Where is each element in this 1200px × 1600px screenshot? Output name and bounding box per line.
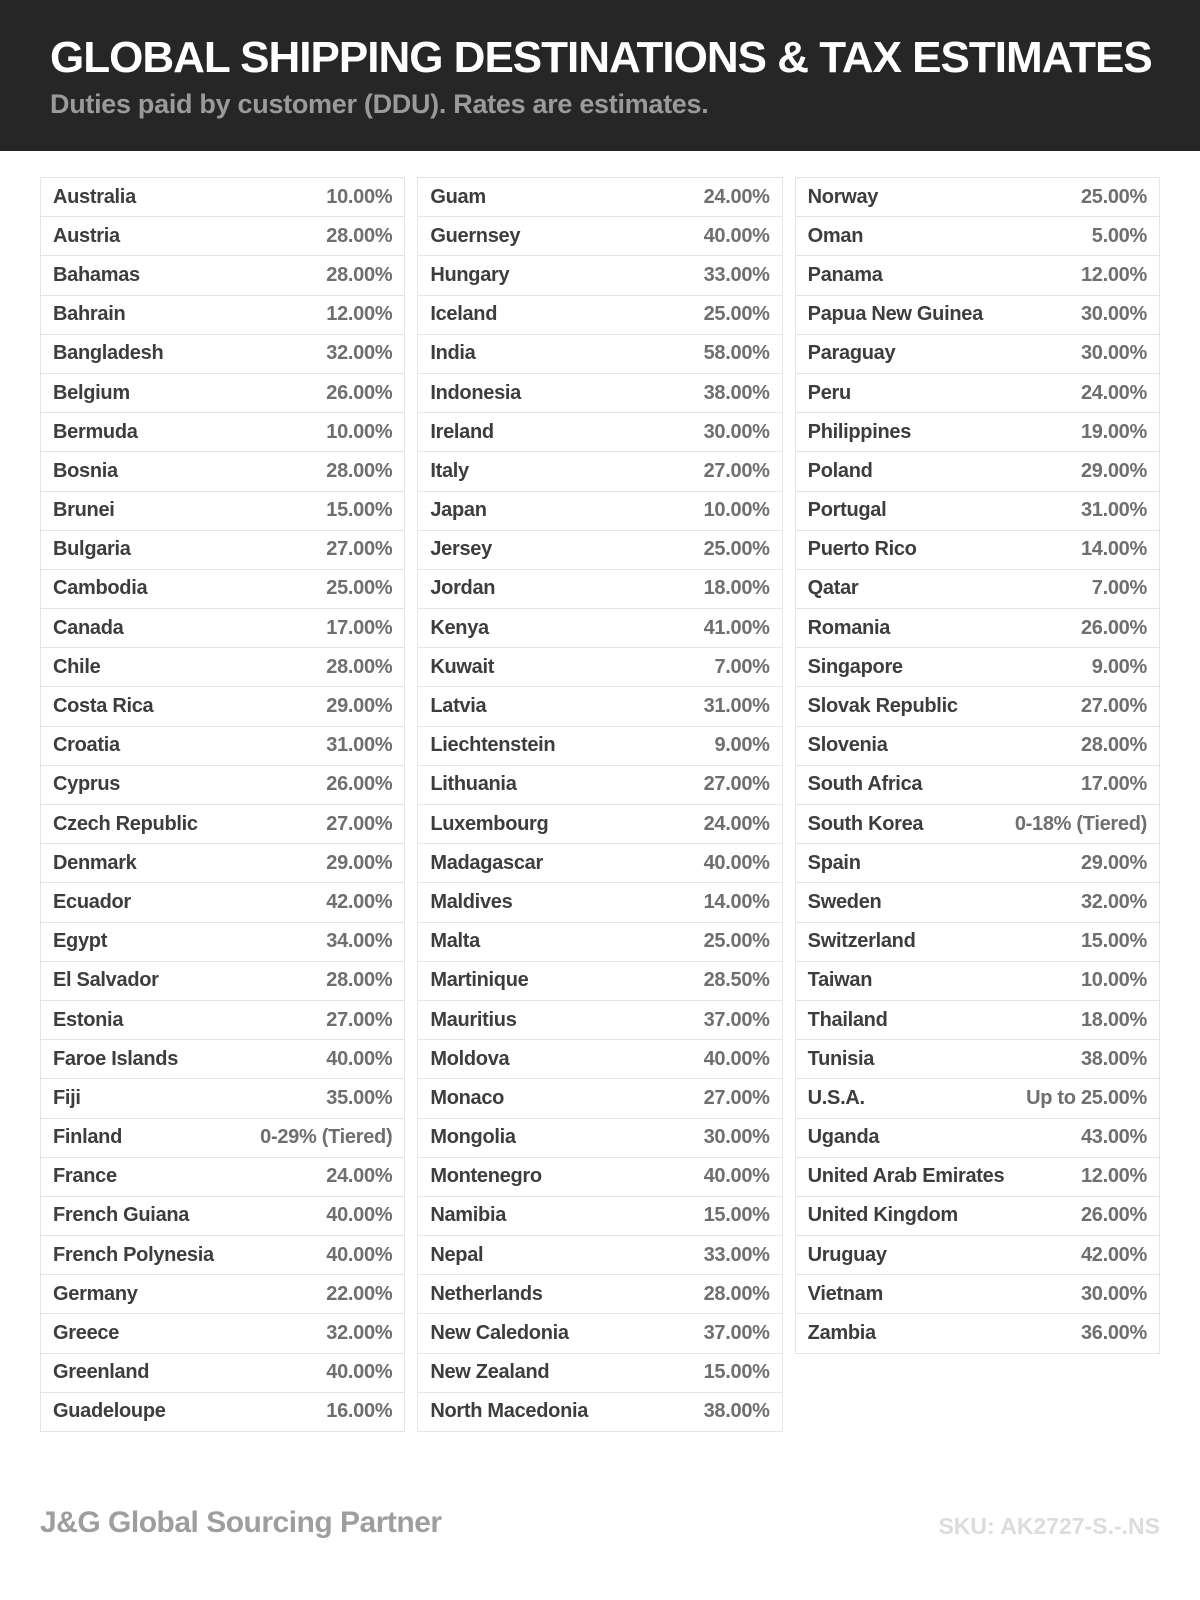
country-name: Guadeloupe <box>53 1400 166 1423</box>
country-name: El Salvador <box>53 969 159 992</box>
tax-rate: 40.00% <box>703 224 770 247</box>
country-name: Fiji <box>53 1086 81 1109</box>
table-row <box>41 923 404 962</box>
table-row <box>41 178 404 217</box>
country-name: Madagascar <box>430 851 543 874</box>
rates-table <box>40 177 1160 1432</box>
table-row <box>418 1158 781 1197</box>
tax-rate: 29.00% <box>326 695 393 718</box>
country-name: Jersey <box>430 538 492 561</box>
tax-rate: 29.00% <box>1080 459 1147 482</box>
country-name: Chile <box>53 655 101 678</box>
table-row <box>41 1158 404 1197</box>
country-name: Vietnam <box>807 1282 883 1305</box>
table-row <box>41 256 404 295</box>
country-name: Papua New Guinea <box>807 303 983 326</box>
tax-rate: 28.00% <box>326 969 393 992</box>
tax-rate: 7.00% <box>714 655 770 678</box>
country-name: Guernsey <box>430 224 521 247</box>
table-row <box>418 217 781 256</box>
table-row <box>796 648 1159 687</box>
table-row <box>41 492 404 531</box>
table-row <box>796 178 1159 217</box>
tax-rate: 15.00% <box>326 499 393 522</box>
table-row <box>418 452 781 491</box>
tax-rate: 33.00% <box>703 263 770 286</box>
country-name: Ecuador <box>53 890 131 913</box>
table-row <box>418 413 781 452</box>
tax-rate: 31.00% <box>1080 499 1147 522</box>
country-name: Greenland <box>53 1361 150 1384</box>
table-row <box>796 1197 1159 1236</box>
table-row <box>418 844 781 883</box>
table-row <box>418 883 781 922</box>
country-name: Estonia <box>53 1008 124 1031</box>
tax-rate: 9.00% <box>714 734 770 757</box>
tax-rate: 26.00% <box>326 381 393 404</box>
table-row <box>41 844 404 883</box>
tax-rate: 14.00% <box>1080 538 1147 561</box>
tax-rate: 19.00% <box>1080 420 1147 443</box>
tax-rate: 27.00% <box>326 812 393 835</box>
header-banner <box>0 0 1200 151</box>
tax-rate: 25.00% <box>703 303 770 326</box>
tax-rate: 18.00% <box>703 577 770 600</box>
country-name: Iceland <box>430 303 498 326</box>
table-row <box>418 335 781 374</box>
tax-rate: 40.00% <box>703 1165 770 1188</box>
country-name: Latvia <box>430 695 487 718</box>
tax-rate: 25.00% <box>326 577 393 600</box>
tax-rate: 28.00% <box>326 224 393 247</box>
tax-rate: 30.00% <box>1080 1282 1147 1305</box>
tax-rate: 15.00% <box>1080 930 1147 953</box>
table-row <box>41 1393 404 1432</box>
tax-rate: 10.00% <box>1080 969 1147 992</box>
country-name: United Arab Emirates <box>807 1165 1005 1188</box>
country-name: Japan <box>430 499 487 522</box>
tax-rate: 15.00% <box>703 1204 770 1227</box>
country-name: Qatar <box>807 577 859 600</box>
tax-rate: 28.00% <box>1080 734 1147 757</box>
country-name: Finland <box>53 1126 123 1149</box>
country-name: Malta <box>430 930 480 953</box>
table-row <box>418 766 781 805</box>
tax-rate: 12.00% <box>1080 1165 1147 1188</box>
country-name: Bahrain <box>53 303 126 326</box>
country-name: Philippines <box>807 420 912 443</box>
country-name: United Kingdom <box>807 1204 958 1227</box>
table-row <box>418 923 781 962</box>
table-row <box>418 1275 781 1314</box>
tax-rate: 32.00% <box>1080 890 1147 913</box>
country-name: South Africa <box>807 773 923 796</box>
table-row <box>41 296 404 335</box>
country-name: U.S.A. <box>807 1086 865 1109</box>
table-row <box>418 531 781 570</box>
tax-rate: 27.00% <box>1080 695 1147 718</box>
tax-rate: 0-18% (Tiered) <box>1014 812 1147 835</box>
tax-rate: 25.00% <box>703 930 770 953</box>
table-row <box>418 1236 781 1275</box>
tax-rate: 25.00% <box>1080 185 1147 208</box>
table-row <box>418 492 781 531</box>
table-row <box>796 413 1159 452</box>
country-name: Bahamas <box>53 263 140 286</box>
tax-rate: 27.00% <box>703 773 770 796</box>
tax-rate: 31.00% <box>326 734 393 757</box>
table-row <box>41 883 404 922</box>
tax-rate: 28.50% <box>703 969 770 992</box>
tax-rate: 24.00% <box>1080 381 1147 404</box>
tax-rate: 10.00% <box>326 420 393 443</box>
table-row <box>41 452 404 491</box>
country-name: Peru <box>807 381 851 404</box>
country-name: New Caledonia <box>430 1322 569 1345</box>
tax-rate: 12.00% <box>1080 263 1147 286</box>
country-name: Costa Rica <box>53 695 154 718</box>
table-row <box>41 1001 404 1040</box>
table-row <box>418 1040 781 1079</box>
table-row <box>796 1001 1159 1040</box>
tax-rate: 30.00% <box>1080 303 1147 326</box>
country-name: Namibia <box>430 1204 507 1227</box>
table-row <box>796 1079 1159 1118</box>
country-name: Germany <box>53 1282 138 1305</box>
country-name: Cyprus <box>53 773 121 796</box>
country-name: Netherlands <box>430 1282 543 1305</box>
tax-rate: 41.00% <box>703 616 770 639</box>
country-name: Uganda <box>807 1126 880 1149</box>
country-name: Norway <box>807 185 879 208</box>
country-name: Slovenia <box>807 734 888 757</box>
table-row <box>41 335 404 374</box>
country-name: Poland <box>807 459 873 482</box>
table-row <box>796 452 1159 491</box>
tax-rate: 29.00% <box>1080 851 1147 874</box>
tax-rate: 27.00% <box>703 1086 770 1109</box>
table-row <box>41 648 404 687</box>
country-name: Monaco <box>430 1086 505 1109</box>
tax-rate: 40.00% <box>326 1361 393 1384</box>
tax-rate: 36.00% <box>1080 1322 1147 1345</box>
table-row <box>796 1119 1159 1158</box>
tax-rate: 27.00% <box>326 1008 393 1031</box>
country-name: Belgium <box>53 381 130 404</box>
country-name: Faroe Islands <box>53 1047 179 1070</box>
table-row <box>41 1275 404 1314</box>
country-name: Bangladesh <box>53 342 164 365</box>
tax-rate: 27.00% <box>703 459 770 482</box>
table-row <box>418 1393 781 1432</box>
country-name: French Polynesia <box>53 1243 214 1266</box>
country-name: Sweden <box>807 890 882 913</box>
tax-rate: 10.00% <box>703 499 770 522</box>
tax-rate: 22.00% <box>326 1282 393 1305</box>
country-name: Portugal <box>807 499 887 522</box>
table-row <box>418 687 781 726</box>
tax-rate: 14.00% <box>703 890 770 913</box>
table-row <box>41 531 404 570</box>
table-row <box>418 727 781 766</box>
country-name: Austria <box>53 224 120 247</box>
table-row <box>41 1197 404 1236</box>
tax-rate: 33.00% <box>703 1243 770 1266</box>
tax-rate: 58.00% <box>703 342 770 365</box>
table-row <box>418 178 781 217</box>
tax-rate: 26.00% <box>1080 1204 1147 1227</box>
table-row <box>796 256 1159 295</box>
tax-rate: 42.00% <box>1080 1243 1147 1266</box>
table-row <box>796 766 1159 805</box>
tax-rate: 42.00% <box>326 890 393 913</box>
table-column-2 <box>417 177 782 1432</box>
tax-rate: 16.00% <box>326 1400 393 1423</box>
country-name: Panama <box>807 263 883 286</box>
tax-rate: 15.00% <box>703 1361 770 1384</box>
table-row <box>796 1158 1159 1197</box>
country-name: Czech Republic <box>53 812 198 835</box>
table-row <box>41 217 404 256</box>
table-row <box>41 374 404 413</box>
country-name: Jordan <box>430 577 496 600</box>
tax-rate: 38.00% <box>703 1400 770 1423</box>
table-row <box>796 727 1159 766</box>
tax-rate: 24.00% <box>703 812 770 835</box>
brand-name: J&G Global Sourcing Partner <box>40 1506 442 1539</box>
tax-rate: 43.00% <box>1080 1126 1147 1149</box>
tax-rate: 17.00% <box>326 616 393 639</box>
table-row <box>41 962 404 1001</box>
tax-rate: 34.00% <box>326 930 393 953</box>
table-row <box>41 413 404 452</box>
tax-rate: 28.00% <box>326 459 393 482</box>
table-row <box>796 492 1159 531</box>
tax-rate: 5.00% <box>1091 224 1147 247</box>
tax-rate: 28.00% <box>326 263 393 286</box>
country-name: Zambia <box>807 1322 876 1345</box>
table-row <box>796 1040 1159 1079</box>
table-row <box>41 1040 404 1079</box>
country-name: Kenya <box>430 616 489 639</box>
table-row <box>418 1354 781 1393</box>
table-row <box>418 1079 781 1118</box>
table-row <box>796 335 1159 374</box>
table-row <box>796 296 1159 335</box>
country-name: Lithuania <box>430 773 517 796</box>
tax-rate: 37.00% <box>703 1322 770 1345</box>
table-row <box>41 1236 404 1275</box>
tax-rate: 37.00% <box>703 1008 770 1031</box>
tax-rate: 32.00% <box>326 342 393 365</box>
table-row <box>796 1314 1159 1353</box>
table-row <box>41 1314 404 1353</box>
country-name: Mauritius <box>430 1008 517 1031</box>
table-row <box>796 844 1159 883</box>
table-row <box>418 648 781 687</box>
tax-rate: 24.00% <box>703 185 770 208</box>
tax-rate: 40.00% <box>703 851 770 874</box>
table-row <box>41 766 404 805</box>
country-name: Thailand <box>807 1008 888 1031</box>
tax-rate: 28.00% <box>326 655 393 678</box>
table-row <box>41 570 404 609</box>
country-name: South Korea <box>807 812 924 835</box>
country-name: Italy <box>430 459 469 482</box>
table-row <box>796 1275 1159 1314</box>
country-name: Bermuda <box>53 420 138 443</box>
tax-rate: 32.00% <box>326 1322 393 1345</box>
country-name: New Zealand <box>430 1361 550 1384</box>
table-row <box>41 687 404 726</box>
country-name: Tunisia <box>807 1047 875 1070</box>
tax-rate: 38.00% <box>703 381 770 404</box>
table-row <box>796 1236 1159 1275</box>
tax-rate: 30.00% <box>703 1126 770 1149</box>
tax-rate: Up to 25.00% <box>1026 1086 1147 1109</box>
country-name: Mongolia <box>430 1126 516 1149</box>
country-name: Romania <box>807 616 891 639</box>
country-name: India <box>430 342 476 365</box>
tax-rate: 24.00% <box>326 1165 393 1188</box>
country-name: Slovak Republic <box>807 695 958 718</box>
country-name: Uruguay <box>807 1243 887 1266</box>
country-name: Puerto Rico <box>807 538 917 561</box>
tax-rate: 29.00% <box>326 851 393 874</box>
table-row <box>418 1314 781 1353</box>
tax-rate: 40.00% <box>326 1243 393 1266</box>
table-row <box>418 962 781 1001</box>
tax-rate: 35.00% <box>326 1086 393 1109</box>
tax-rate: 10.00% <box>326 185 393 208</box>
tax-rate: 26.00% <box>326 773 393 796</box>
country-name: Kuwait <box>430 655 495 678</box>
table-column-1 <box>40 177 405 1432</box>
table-row <box>796 531 1159 570</box>
tax-rate: 18.00% <box>1080 1008 1147 1031</box>
tax-rate: 38.00% <box>1080 1047 1147 1070</box>
table-row <box>418 1197 781 1236</box>
table-row <box>418 1001 781 1040</box>
table-row <box>796 570 1159 609</box>
tax-rate: 26.00% <box>1080 616 1147 639</box>
tax-rate: 25.00% <box>703 538 770 561</box>
country-name: Martinique <box>430 969 529 992</box>
country-name: Liechtenstein <box>430 734 556 757</box>
tax-rate: 28.00% <box>703 1282 770 1305</box>
table-row <box>796 687 1159 726</box>
table-row <box>796 883 1159 922</box>
table-row <box>418 805 781 844</box>
country-name: Switzerland <box>807 930 916 953</box>
page-title: GLOBAL SHIPPING DESTINATIONS & TAX ESTIMATES <box>50 33 1152 82</box>
tax-rate: 12.00% <box>326 303 393 326</box>
country-name: French Guiana <box>53 1204 190 1227</box>
table-column-3 <box>795 177 1160 1354</box>
table-row <box>796 217 1159 256</box>
country-name: Maldives <box>430 890 513 913</box>
country-name: Montenegro <box>430 1165 542 1188</box>
country-name: Luxembourg <box>430 812 549 835</box>
tax-rate: 30.00% <box>703 420 770 443</box>
country-name: Indonesia <box>430 381 521 404</box>
tax-rate: 27.00% <box>326 538 393 561</box>
country-name: Greece <box>53 1322 120 1345</box>
table-row <box>41 609 404 648</box>
country-name: Australia <box>53 185 136 208</box>
country-name: Taiwan <box>807 969 873 992</box>
country-name: Canada <box>53 616 124 639</box>
country-name: Singapore <box>807 655 903 678</box>
table-row <box>418 609 781 648</box>
country-name: Nepal <box>430 1243 484 1266</box>
table-row <box>41 1119 404 1158</box>
country-name: Bosnia <box>53 459 118 482</box>
country-name: Oman <box>807 224 864 247</box>
country-name: Brunei <box>53 499 115 522</box>
tax-rate: 40.00% <box>703 1047 770 1070</box>
country-name: Paraguay <box>807 342 896 365</box>
table-row <box>796 609 1159 648</box>
table-row <box>796 374 1159 413</box>
tax-rate: 30.00% <box>1080 342 1147 365</box>
tax-rate: 17.00% <box>1080 773 1147 796</box>
country-name: France <box>53 1165 117 1188</box>
tax-rate: 7.00% <box>1091 577 1147 600</box>
table-row <box>418 570 781 609</box>
table-row <box>41 1079 404 1118</box>
country-name: Croatia <box>53 734 120 757</box>
table-row <box>796 923 1159 962</box>
sku-label: SKU: AK2727-S.-.NS <box>938 1513 1160 1539</box>
country-name: Guam <box>430 185 486 208</box>
table-row <box>41 727 404 766</box>
country-name: Ireland <box>430 420 494 443</box>
table-row <box>41 1354 404 1393</box>
table-row <box>796 805 1159 844</box>
country-name: Spain <box>807 851 861 874</box>
table-row <box>41 805 404 844</box>
table-row <box>418 1119 781 1158</box>
country-name: North Macedonia <box>430 1400 589 1423</box>
country-name: Cambodia <box>53 577 148 600</box>
table-row <box>418 374 781 413</box>
country-name: Denmark <box>53 851 137 874</box>
country-name: Bulgaria <box>53 538 131 561</box>
country-name: Hungary <box>430 263 510 286</box>
table-row <box>796 962 1159 1001</box>
tax-rate: 0-29% (Tiered) <box>260 1126 393 1149</box>
country-name: Moldova <box>430 1047 510 1070</box>
tax-rate: 31.00% <box>703 695 770 718</box>
table-row <box>418 296 781 335</box>
country-name: Egypt <box>53 930 108 953</box>
tax-rate: 40.00% <box>326 1204 393 1227</box>
page-subtitle: Duties paid by customer (DDU). Rates are estimates. <box>50 89 709 119</box>
tax-rate: 40.00% <box>326 1047 393 1070</box>
table-row <box>418 256 781 295</box>
tax-rate: 9.00% <box>1091 655 1147 678</box>
